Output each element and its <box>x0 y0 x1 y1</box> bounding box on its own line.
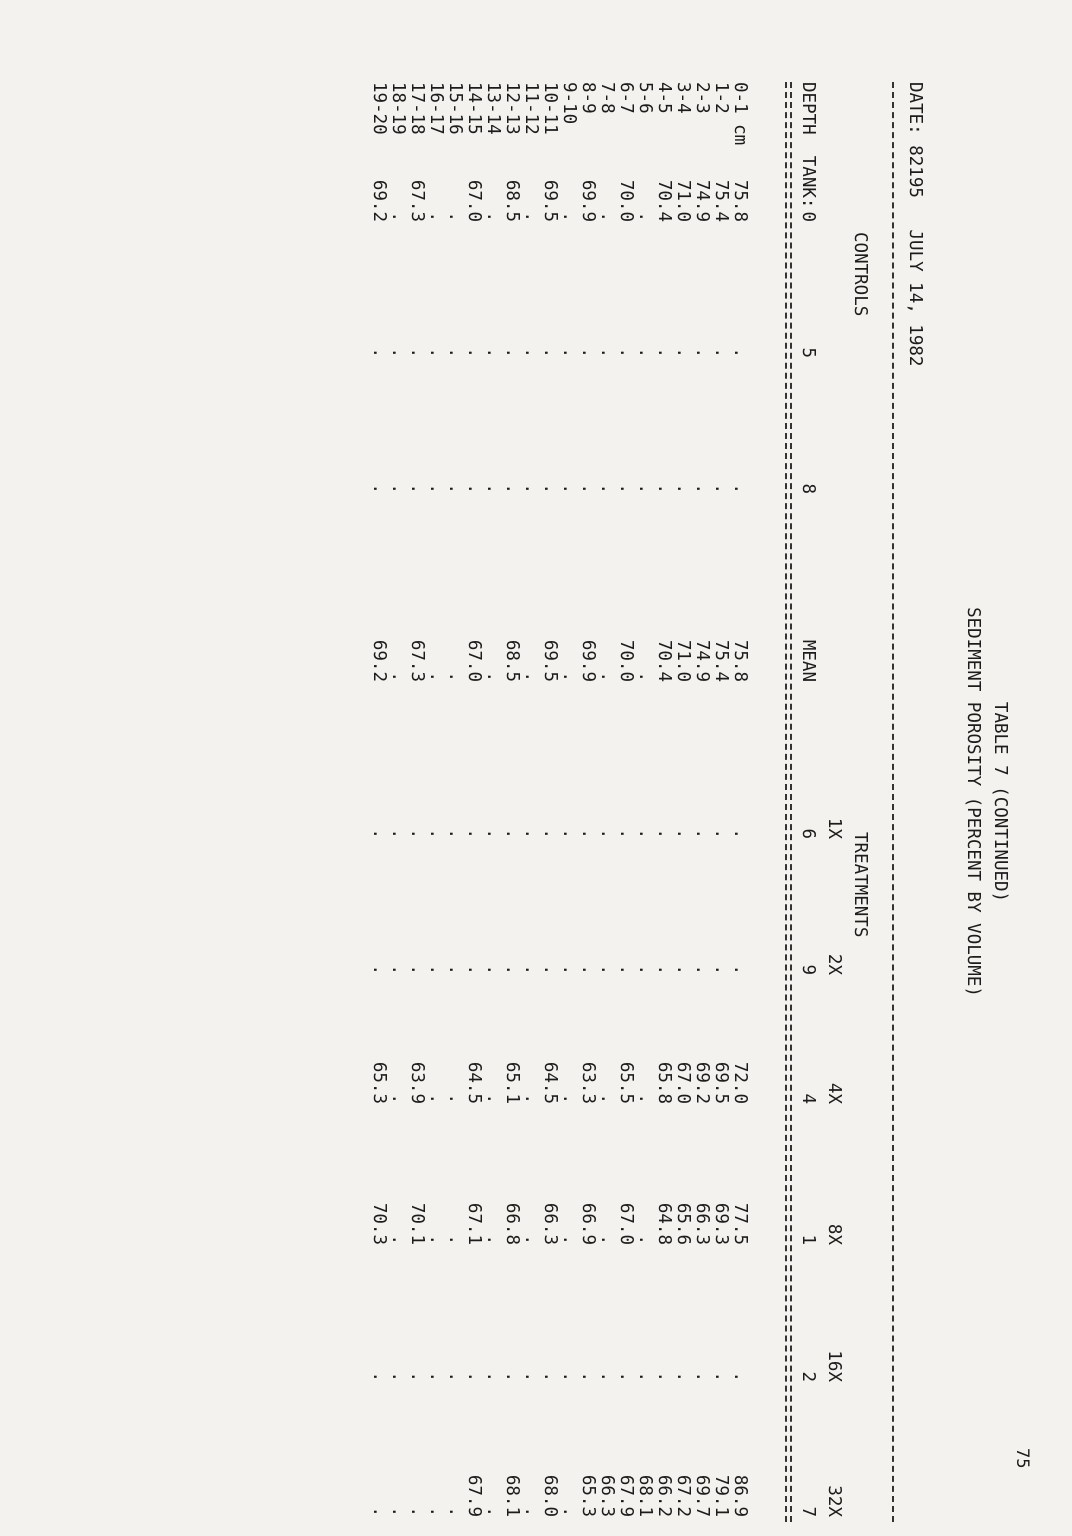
value-cell: . <box>597 211 617 222</box>
header-double-rule <box>785 82 792 1522</box>
value-cell: . <box>521 1371 541 1382</box>
value-cell: . <box>388 964 408 975</box>
value-cell: . <box>483 483 503 494</box>
value-cell: . <box>559 828 579 839</box>
value-cell: . <box>426 1371 446 1382</box>
value-cell: 67.0 <box>464 179 484 222</box>
depth-cell: 13-14 <box>483 82 503 135</box>
value-cell: 68.1 <box>635 1474 655 1517</box>
value-cell: . <box>692 483 712 494</box>
tank-number: 9 <box>798 964 818 975</box>
value-cell: . <box>711 347 731 358</box>
value-cell: . <box>559 1506 579 1517</box>
value-cell: . <box>464 483 484 494</box>
value-cell: . <box>407 347 427 358</box>
value-cell: . <box>445 1093 465 1104</box>
value-cell: . <box>445 483 465 494</box>
value-cell: 65.1 <box>502 1061 522 1104</box>
value-cell: 79.1 <box>711 1474 731 1517</box>
value-cell: 70.4 <box>654 639 674 682</box>
value-cell: 66.2 <box>654 1474 674 1517</box>
value-cell: 70.3 <box>369 1202 389 1245</box>
value-cell: . <box>521 211 541 222</box>
value-cell: . <box>502 964 522 975</box>
value-cell: . <box>426 1234 446 1245</box>
value-cell: . <box>654 1371 674 1382</box>
value-cell: . <box>464 828 484 839</box>
value-cell: 63.3 <box>578 1061 598 1104</box>
column-label: 32X <box>824 1485 844 1517</box>
value-cell: . <box>730 1371 750 1382</box>
value-cell: . <box>540 828 560 839</box>
depth-cell: 3-4 <box>673 82 693 114</box>
value-cell: 74.9 <box>692 179 712 222</box>
value-cell: 64.8 <box>654 1202 674 1245</box>
value-cell: 69.9 <box>578 179 598 222</box>
value-cell: 69.5 <box>540 639 560 682</box>
value-cell: 68.1 <box>502 1474 522 1517</box>
value-cell: . <box>730 828 750 839</box>
depth-cell: 6-7 <box>616 82 636 114</box>
value-cell: . <box>388 1506 408 1517</box>
page-number: 75 <box>1012 1448 1032 1469</box>
document-page <box>90 82 1010 1522</box>
value-cell: 67.3 <box>407 639 427 682</box>
value-cell: . <box>521 828 541 839</box>
value-cell: . <box>445 1506 465 1517</box>
value-cell: . <box>616 347 636 358</box>
value-cell: . <box>616 828 636 839</box>
value-cell: 69.5 <box>540 179 560 222</box>
value-cell: . <box>654 347 674 358</box>
value-cell: . <box>597 671 617 682</box>
value-cell: 68.5 <box>502 639 522 682</box>
value-cell: . <box>483 347 503 358</box>
value-cell: . <box>559 671 579 682</box>
value-cell: 69.3 <box>711 1202 731 1245</box>
value-cell: 67.3 <box>407 179 427 222</box>
value-cell: . <box>597 828 617 839</box>
top-rule <box>892 82 894 1522</box>
value-cell: . <box>578 828 598 839</box>
value-cell: . <box>407 828 427 839</box>
value-cell: 67.9 <box>616 1474 636 1517</box>
value-cell: . <box>559 1371 579 1382</box>
value-cell: 68.5 <box>502 179 522 222</box>
value-cell: . <box>597 1093 617 1104</box>
value-cell: . <box>711 483 731 494</box>
value-cell: . <box>692 347 712 358</box>
value-cell: 65.8 <box>654 1061 674 1104</box>
value-cell: 75.8 <box>730 639 750 682</box>
value-cell: . <box>388 1371 408 1382</box>
depth-cell: 5-6 <box>635 82 655 114</box>
value-cell: . <box>559 964 579 975</box>
value-cell: 75.4 <box>711 639 731 682</box>
value-cell: 69.9 <box>578 639 598 682</box>
depth-cell: 16-17 <box>426 82 446 135</box>
value-cell: . <box>483 828 503 839</box>
value-cell: . <box>483 1093 503 1104</box>
value-cell: . <box>483 1234 503 1245</box>
value-cell: . <box>673 483 693 494</box>
value-cell: 67.0 <box>464 639 484 682</box>
value-cell: . <box>407 1506 427 1517</box>
value-cell: . <box>445 1234 465 1245</box>
value-cell: . <box>540 483 560 494</box>
value-cell: . <box>711 964 731 975</box>
tank-number: 2 <box>798 1371 818 1382</box>
value-cell: . <box>445 347 465 358</box>
value-cell: . <box>369 828 389 839</box>
value-cell: . <box>654 828 674 839</box>
value-cell: . <box>654 964 674 975</box>
value-cell: 64.5 <box>540 1061 560 1104</box>
tank-number: MEAN <box>798 639 818 682</box>
value-cell: 65.5 <box>616 1061 636 1104</box>
value-cell: . <box>673 964 693 975</box>
value-cell: . <box>730 347 750 358</box>
value-cell: 67.2 <box>673 1474 693 1517</box>
value-cell: . <box>692 828 712 839</box>
value-cell: . <box>369 1506 389 1517</box>
value-cell: . <box>597 964 617 975</box>
value-cell: . <box>654 483 674 494</box>
value-cell: . <box>521 964 541 975</box>
value-cell: 66.3 <box>597 1474 617 1517</box>
value-cell: 65.3 <box>578 1474 598 1517</box>
value-cell: . <box>502 1371 522 1382</box>
value-cell: . <box>578 1371 598 1382</box>
value-cell: . <box>407 964 427 975</box>
value-cell: . <box>597 347 617 358</box>
value-cell: . <box>521 483 541 494</box>
value-cell: 66.9 <box>578 1202 598 1245</box>
value-cell: . <box>388 347 408 358</box>
value-cell: . <box>578 347 598 358</box>
value-cell: 69.2 <box>369 639 389 682</box>
value-cell: . <box>369 964 389 975</box>
table-title: TABLE 7 (CONTINUED) <box>990 701 1010 903</box>
value-cell: . <box>597 1234 617 1245</box>
value-cell: . <box>426 671 446 682</box>
value-cell: . <box>388 1234 408 1245</box>
value-cell: 69.2 <box>692 1061 712 1104</box>
table-subtitle: SEDIMENT POROSITY (PERCENT BY VOLUME) <box>963 607 983 997</box>
value-cell: . <box>464 964 484 975</box>
depth-cell: 15-16 <box>445 82 465 135</box>
depth-cell: 9-10 <box>559 82 579 125</box>
column-label: 4X <box>824 1082 844 1104</box>
value-cell: . <box>483 671 503 682</box>
value-cell: . <box>635 1371 655 1382</box>
value-cell: . <box>635 347 655 358</box>
depth-cell: 0-1 cm <box>730 82 750 146</box>
value-cell: . <box>426 1506 446 1517</box>
value-cell: . <box>502 347 522 358</box>
value-cell: . <box>407 483 427 494</box>
value-cell: . <box>426 1093 446 1104</box>
value-cell: . <box>369 483 389 494</box>
value-cell: 67.1 <box>464 1202 484 1245</box>
value-cell: . <box>426 828 446 839</box>
value-cell: 77.5 <box>730 1202 750 1245</box>
value-cell: . <box>388 1093 408 1104</box>
value-cell: 65.6 <box>673 1202 693 1245</box>
depth-cell: 2-3 <box>692 82 712 114</box>
value-cell: . <box>559 1234 579 1245</box>
value-cell: . <box>502 828 522 839</box>
value-cell: . <box>388 671 408 682</box>
value-cell: 66.3 <box>692 1202 712 1245</box>
value-cell: . <box>445 211 465 222</box>
depth-tank-label: DEPTH TANK: <box>798 82 818 209</box>
depth-cell: 8-9 <box>578 82 598 114</box>
value-cell: . <box>483 1371 503 1382</box>
value-cell: . <box>616 1371 636 1382</box>
value-cell: . <box>388 483 408 494</box>
value-cell: 68.0 <box>540 1474 560 1517</box>
value-cell: . <box>616 964 636 975</box>
value-cell: . <box>388 828 408 839</box>
value-cell: . <box>369 347 389 358</box>
value-cell: . <box>692 1371 712 1382</box>
value-cell: . <box>521 347 541 358</box>
value-cell: . <box>578 483 598 494</box>
tank-number: 8 <box>798 483 818 494</box>
value-cell: . <box>635 1093 655 1104</box>
tank-number: 7 <box>798 1506 818 1517</box>
value-cell: . <box>559 347 579 358</box>
value-cell: 71.0 <box>673 179 693 222</box>
value-cell: 75.4 <box>711 179 731 222</box>
value-cell: . <box>521 1234 541 1245</box>
value-cell: 74.9 <box>692 639 712 682</box>
value-cell: 70.4 <box>654 179 674 222</box>
depth-cell: 19-20 <box>369 82 389 135</box>
value-cell: . <box>673 1371 693 1382</box>
value-cell: . <box>502 483 522 494</box>
value-cell: 86.9 <box>730 1474 750 1517</box>
value-cell: . <box>445 1371 465 1382</box>
depth-cell: 11-12 <box>521 82 541 135</box>
value-cell: 66.8 <box>502 1202 522 1245</box>
value-cell: . <box>597 483 617 494</box>
value-cell: . <box>483 211 503 222</box>
tank-number: 4 <box>798 1093 818 1104</box>
value-cell: . <box>597 1371 617 1382</box>
value-cell: . <box>635 828 655 839</box>
value-cell: . <box>559 483 579 494</box>
column-label: 8X <box>824 1223 844 1245</box>
value-cell: . <box>388 211 408 222</box>
column-label: 16X <box>824 1350 844 1382</box>
value-cell: 69.2 <box>369 179 389 222</box>
value-cell: 69.7 <box>692 1474 712 1517</box>
value-cell: . <box>464 347 484 358</box>
depth-cell: 10-11 <box>540 82 560 135</box>
value-cell: . <box>578 964 598 975</box>
date-line: DATE: 82195 JULY 14, 1982 <box>905 82 925 367</box>
value-cell: 67.0 <box>616 1202 636 1245</box>
value-cell: . <box>635 211 655 222</box>
value-cell: . <box>730 964 750 975</box>
value-cell: . <box>521 1506 541 1517</box>
value-cell: . <box>559 211 579 222</box>
depth-cell: 7-8 <box>597 82 617 114</box>
tank-number: 6 <box>798 828 818 839</box>
value-cell: 70.0 <box>616 179 636 222</box>
treatments-header: TREATMENTS <box>850 832 870 938</box>
column-label: 2X <box>824 953 844 975</box>
value-cell: . <box>692 964 712 975</box>
value-cell: . <box>540 964 560 975</box>
depth-cell: 4-5 <box>654 82 674 114</box>
value-cell: . <box>407 1371 427 1382</box>
value-cell: . <box>445 964 465 975</box>
value-cell: 67.9 <box>464 1474 484 1517</box>
column-label: 1X <box>824 817 844 839</box>
value-cell: 72.0 <box>730 1061 750 1104</box>
tank-number: 5 <box>798 347 818 358</box>
value-cell: . <box>445 828 465 839</box>
value-cell: . <box>521 671 541 682</box>
value-cell: 66.3 <box>540 1202 560 1245</box>
value-cell: 69.5 <box>711 1061 731 1104</box>
value-cell: 70.0 <box>616 639 636 682</box>
controls-header: CONTROLS <box>850 232 870 317</box>
value-cell: 70.1 <box>407 1202 427 1245</box>
value-cell: 65.3 <box>369 1061 389 1104</box>
value-cell: . <box>711 1371 731 1382</box>
value-cell: . <box>635 483 655 494</box>
value-cell: . <box>426 483 446 494</box>
value-cell: 75.8 <box>730 179 750 222</box>
value-cell: . <box>426 211 446 222</box>
value-cell: 67.0 <box>673 1061 693 1104</box>
tank-number: 0 <box>798 211 818 222</box>
depth-cell: 14-15 <box>464 82 484 135</box>
value-cell: . <box>426 964 446 975</box>
value-cell: . <box>635 1234 655 1245</box>
value-cell: . <box>521 1093 541 1104</box>
value-cell: . <box>616 483 636 494</box>
value-cell: . <box>673 347 693 358</box>
depth-cell: 12-13 <box>502 82 522 135</box>
value-cell: . <box>540 1371 560 1382</box>
value-cell: . <box>559 1093 579 1104</box>
value-cell: . <box>711 828 731 839</box>
value-cell: . <box>369 1371 389 1382</box>
value-cell: . <box>540 347 560 358</box>
value-cell: . <box>426 347 446 358</box>
depth-cell: 17-18 <box>407 82 427 135</box>
value-cell: . <box>445 671 465 682</box>
value-cell: . <box>730 483 750 494</box>
value-cell: . <box>464 1371 484 1382</box>
value-cell: 64.5 <box>464 1061 484 1104</box>
tank-number: 1 <box>798 1234 818 1245</box>
value-cell: . <box>673 828 693 839</box>
value-cell: 71.0 <box>673 639 693 682</box>
value-cell: . <box>483 1506 503 1517</box>
depth-cell: 18-19 <box>388 82 408 135</box>
value-cell: 63.9 <box>407 1061 427 1104</box>
value-cell: . <box>483 964 503 975</box>
depth-cell: 1-2 <box>711 82 731 114</box>
value-cell: . <box>635 964 655 975</box>
value-cell: . <box>635 671 655 682</box>
